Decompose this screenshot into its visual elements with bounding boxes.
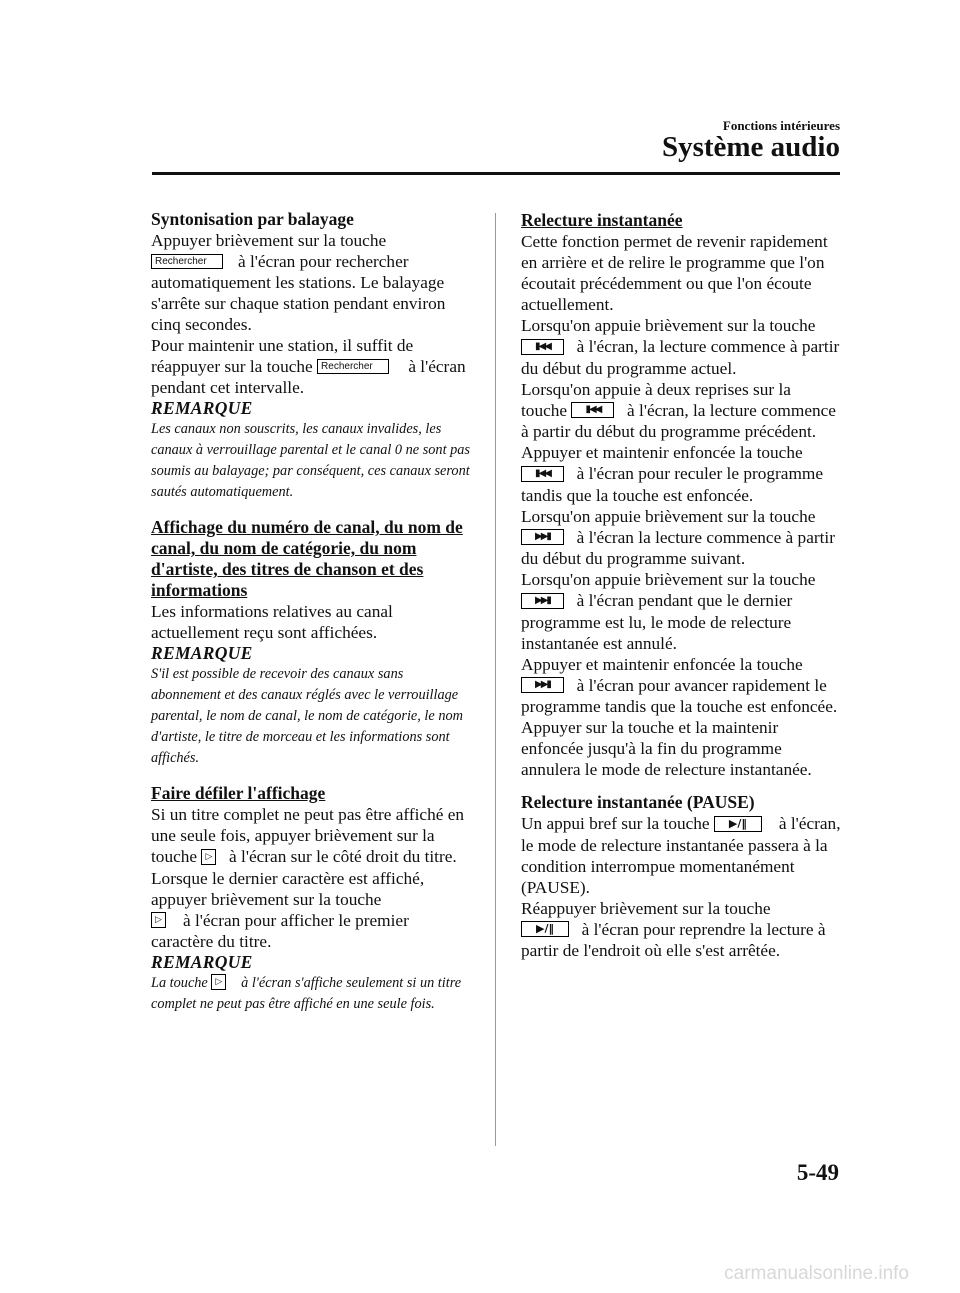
skip-forward-icon: ▶▶▮ — [521, 593, 564, 609]
replay-item-7: Appuyer sur la touche et la maintenir enfoncée jusqu'à la fin du programme annulera le mode de relecture instantanée. — [521, 718, 812, 780]
note-text-2: S'il est possible de recevoir des canaux sans abonnement et des canaux réglés avec le verrouillage parental, le nom de canal, le nom de catégorie, le nom d'artiste, le titre de morceau et les informations sont affichés. — [151, 666, 463, 767]
play-icon: ▷ — [151, 912, 166, 928]
note3-text-b: à l'écran s'affiche seulement si un titre complet ne peut pas être affiché en une seule fois. — [151, 975, 462, 1013]
scan-text-d: à l'écran pendant cet intervalle. — [151, 357, 466, 398]
replay-item-1: Lorsqu'on appuie brièvement sur la touche ▮◀◀ à l'écran, la lecture commence à partir du début du programme actuel. — [521, 316, 840, 378]
replay-heading: Relecture instantanée — [521, 210, 683, 230]
rechercher-button-2: Rechercher — [317, 359, 389, 374]
replay-item-6: Appuyer et maintenir enfoncée la touche ▶▶▮ à l'écran pour avancer rapidement le programme tandis que la touche est enfoncée. — [521, 654, 838, 717]
replay-item-3: Appuyer et maintenir enfoncée la touche ▮◀◀ à l'écran pour reculer le programme tandis que la touche est enfoncée. — [521, 443, 823, 505]
note-heading-2: REMARQUE — [151, 643, 253, 664]
watermark: carmanualsonline.info — [724, 1263, 909, 1284]
note3-text-a: La touche — [151, 975, 208, 992]
replay-intro: Cette fonction permet de revenir rapidement en arrière et de relire le programme que l'on écoutait précédemment ou que l'on écoute actuellement. — [521, 232, 828, 314]
scan-paragraph-2 — [151, 335, 471, 398]
scan-text-c: Pour maintenir une station, il suffit de réappuyer sur la touche — [151, 336, 414, 377]
play-pause-icon: ▶/‖ — [714, 816, 762, 832]
scroll-text-c: à l'écran pour afficher le premier caractère du titre. — [151, 910, 409, 952]
note-text-3 — [151, 973, 471, 1015]
skip-back-icon: ▮◀◀ — [521, 466, 564, 482]
scroll-heading: Faire défiler l'affichage — [151, 783, 326, 804]
skip-back-icon: ▮◀◀ — [521, 339, 564, 355]
skip-back-icon: ▮◀◀ — [571, 402, 614, 418]
pause-heading: Relecture instantanée (PAUSE) — [521, 792, 755, 813]
column-divider — [495, 213, 496, 1146]
note-text-1: Les canaux non souscrits, les canaux invalides, les canaux à verrouillage parental et le canal 0 ne sont pas soumis au balayage; par conséquent, ces canaux seront sautés automatiquement. — [151, 421, 470, 501]
pause-item-2: Réappuyer brièvement sur la touche ▶/‖ à l'écran pour reprendre la lecture à partir de l'endroit où elle s'est arrêtée. — [521, 898, 826, 961]
scroll-paragraph — [151, 804, 471, 952]
note-heading-1: REMARQUE — [151, 398, 253, 419]
page-number: 5-49 — [796, 1160, 839, 1185]
header-section: Fonctions intérieures — [722, 118, 840, 133]
scan-paragraph-1 — [151, 230, 471, 335]
play-pause-icon: ▶/‖ — [521, 921, 569, 937]
play-icon: ▷ — [211, 974, 226, 990]
note-heading-3: REMARQUE — [151, 952, 253, 973]
scroll-text-a: Si un titre complet ne peut pas être affiché en une seule fois, appuyer brièvement sur la touche — [151, 805, 465, 867]
left-column — [151, 209, 471, 1015]
replay-item-5: Lorsqu'on appuie brièvement sur la touche ▶▶▮ à l'écran pendant que le dernier programme est lu, le mode de relecture instantanée est annulé. — [521, 570, 816, 653]
header-title: Système audio — [661, 131, 840, 163]
rechercher-button: Rechercher — [151, 254, 223, 269]
scan-text-b: à l'écran pour rechercher automatiquement les stations. Le balayage s'arrête sur chaque station pendant environ cinq secondes. — [151, 252, 446, 335]
display-heading: Affichage du numéro de canal, du nom de canal, du nom de catégorie, du nom d'artiste, des titres de chanson et des informations — [151, 517, 463, 601]
play-icon: ▷ — [201, 849, 216, 865]
skip-forward-icon: ▶▶▮ — [521, 529, 564, 545]
pause-item-1: Un appui bref sur la touche ▶/‖ à l'écran, le mode de relecture instantanée passera à la condition interrompue momentanément (PAUSE). — [521, 814, 841, 897]
header-rule — [152, 172, 840, 175]
replay-item-2: Lorsqu'on appuie à deux reprises sur la touche ▮◀◀ à l'écran, la lecture commence à partir du début du programme précédent. — [521, 379, 836, 442]
scan-text-a: Appuyer brièvement sur la touche — [151, 231, 387, 250]
skip-forward-icon: ▶▶▮ — [521, 677, 564, 693]
scroll-text-b: à l'écran sur le côté droit du titre. Lorsque le dernier caractère est affiché, appuyer brièvement sur la touche — [151, 847, 457, 909]
display-text: Les informations relatives au canal actuellement reçu sont affichées. — [151, 602, 393, 643]
scan-heading: Syntonisation par balayage — [151, 209, 354, 229]
replay-item-4: Lorsqu'on appuie brièvement sur la touche ▶▶▮ à l'écran la lecture commence à partir du début du programme suivant. — [521, 506, 835, 569]
right-column — [521, 210, 841, 961]
